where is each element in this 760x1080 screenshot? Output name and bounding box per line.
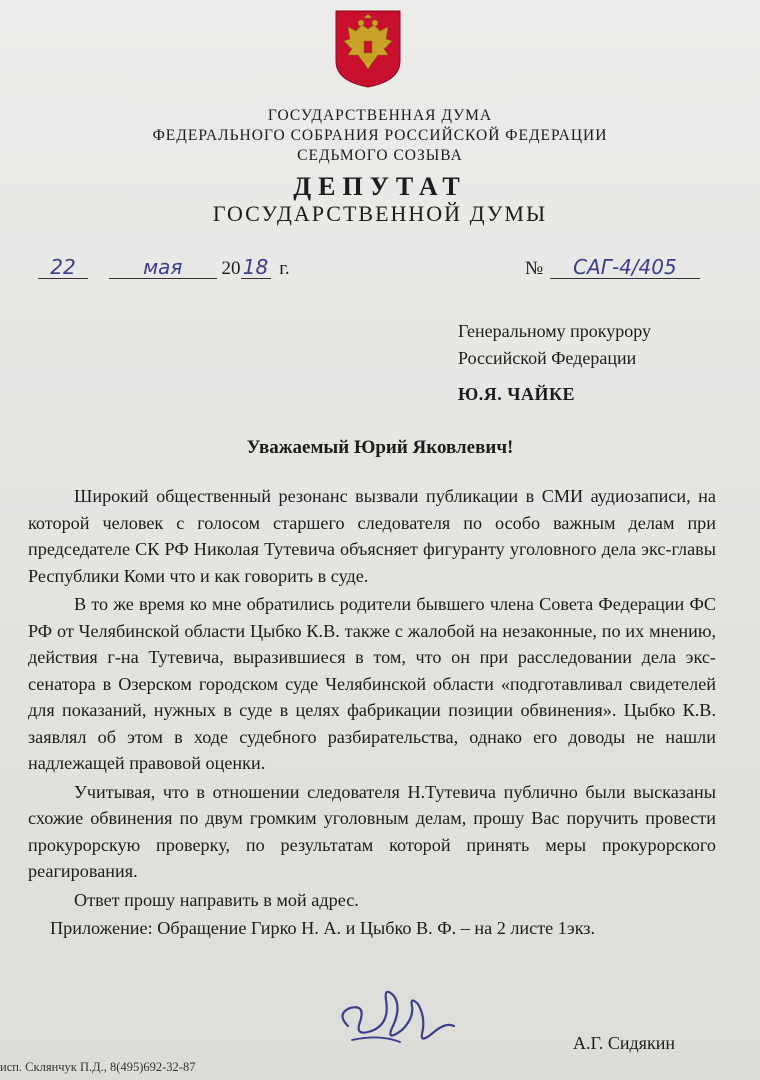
paragraph-1: Широкий общественный резонанс вызвали публикации в СМИ аудиозаписи, на которой человек с голосом старшего следователя по особо важным делам при председателе СК РФ Николая Тутевича объясняет фигуранту уголовного дела экс-главы Республики Коми что и как говорить в суде. <box>28 486 716 586</box>
date-month: мая <box>109 256 217 279</box>
date-year-suffix: 18 <box>241 256 271 279</box>
header-line-3: СЕДЬМОГО СОЗЫВА <box>297 147 463 164</box>
addressee-block <box>458 318 651 372</box>
number-value: САГ-4/405 <box>550 256 700 279</box>
letter-number <box>525 256 700 280</box>
header-line-2: ФЕДЕРАЛЬНОГО СОБРАНИЯ РОССИЙСКОЙ ФЕДЕРАЦИИ <box>152 127 608 144</box>
letter-date <box>38 256 290 280</box>
date-day: 22 <box>38 256 88 279</box>
date-year-mark: г. <box>279 258 290 279</box>
addressee-name: Ю.Я. ЧАЙКЕ <box>458 384 576 404</box>
paragraph-4: Ответ прошу направить в мой адрес. <box>74 889 359 910</box>
date-year-prefix: 20 <box>221 258 241 279</box>
header-title: ДЕПУТАТ <box>293 172 467 201</box>
footer-contact: исп. Склянчук П.Д., 8(495)692-32-87 <box>0 1060 196 1074</box>
letter-body <box>28 483 716 944</box>
header-subtitle: ГОСУДАРСТВЕННОЙ ДУМЫ <box>212 201 548 226</box>
number-label: № <box>525 258 544 279</box>
paragraph-2: В то же время ко мне обратились родители бывшего члена Совета Федерации ФС РФ от Челябинской области Цыбко К.В. также с жалобой на незаконные, по их мнению, действия г-на Тутевича, выразившиеся в том, что он при расследовании дела экс-сенатора в Озерском городском суде Челябинской области «подготавливал свидетелей для показаний, нужных в суде в целях фабрикации позиции обвинения». Цыбко К.В. заявлял об этом в ходе судебного разбирательства, однако его доводы не нашли надлежащей правовой оценки. <box>28 594 716 773</box>
addressee-line-1: Генеральному прокурору <box>458 321 652 341</box>
header-line-1: ГОСУДАРСТВЕННАЯ ДУМА <box>267 107 493 124</box>
signer-name: А.Г. Сидякин <box>573 1033 675 1053</box>
addressee-line-2: Российской Федерации <box>458 348 637 368</box>
paragraph-3: Учитывая, что в отношении следователя Н.Тутевича публично были высказаны схожие обвинения по двум громким уголовным делам, прошу Вас поручить провести прокурорскую проверку, по результатам которой принять меры прокурорского реагирования. <box>28 781 716 881</box>
handwritten-signature <box>330 978 470 1058</box>
greeting: Уважаемый Юрий Яковлевич! <box>246 437 514 458</box>
coat-of-arms-emblem <box>334 9 402 89</box>
attachment-line: Приложение: Обращение Гирко Н. А. и Цыбко В. Ф. – на 2 листе 1экз. <box>50 918 596 938</box>
